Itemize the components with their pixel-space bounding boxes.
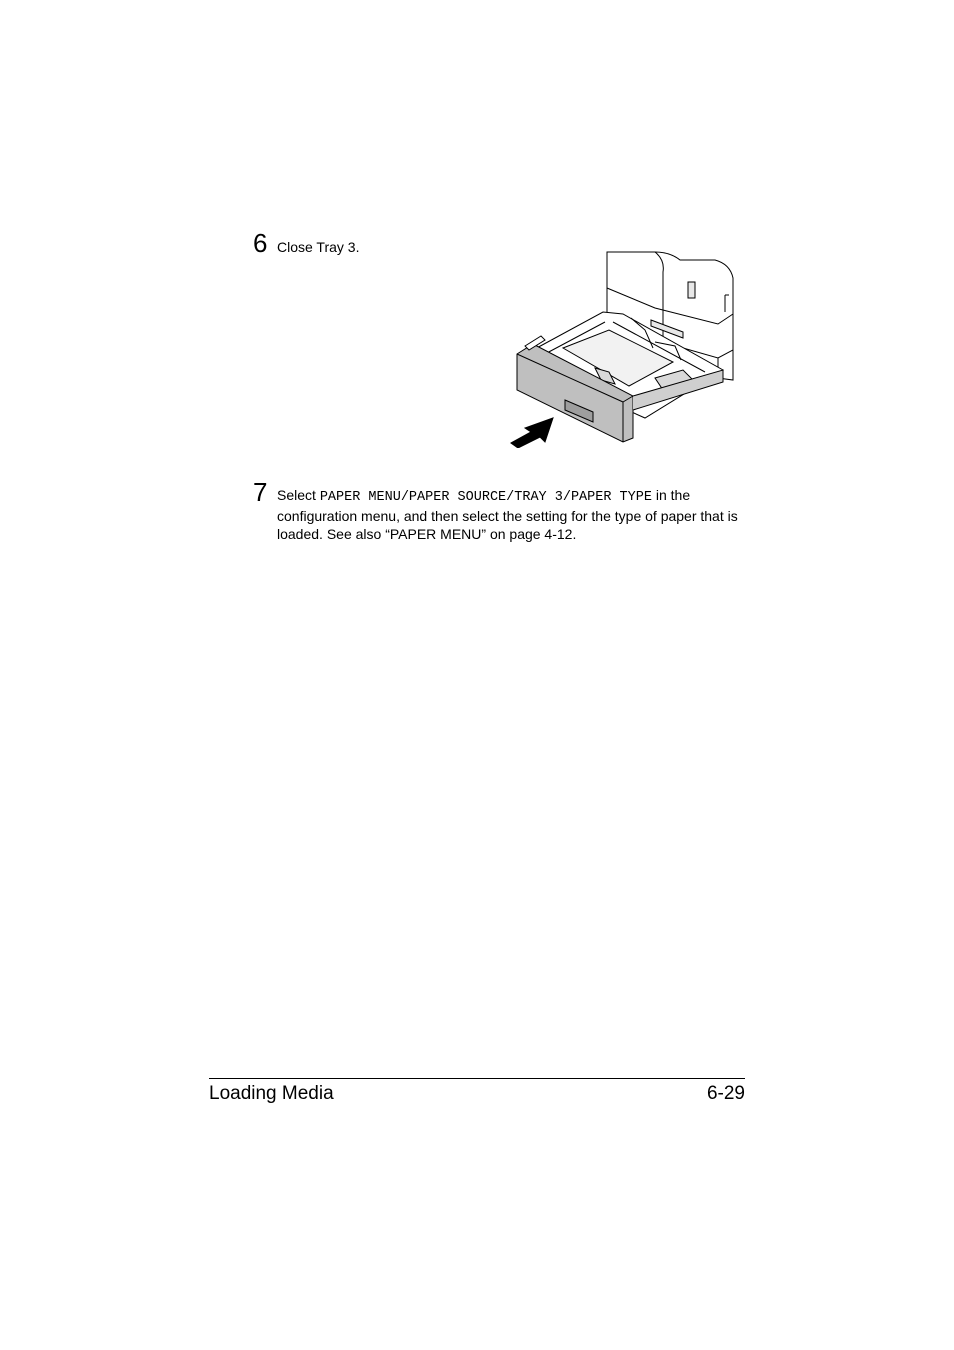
push-arrow-icon — [511, 418, 553, 448]
footer-page-number: 6-29 — [706, 1083, 745, 1104]
step-7-text-after: in the configuration menu, and then select the setting for the type of paper that is loaded. See also “PAPER MENU” on page 4-12. — [277, 487, 738, 542]
step-7-text-before: Select — [277, 487, 320, 503]
footer-section-title: Loading Media — [209, 1083, 334, 1104]
footer-divider — [209, 1078, 745, 1079]
menu-path: PAPER MENU/PAPER SOURCE/TRAY 3/PAPER TYPE — [319, 490, 652, 505]
step-6-instruction: Close Tray 3. — [277, 239, 360, 255]
tray-3-illustration — [505, 250, 740, 448]
step-7-number: 7 — [253, 477, 268, 507]
step-7-instruction — [277, 486, 739, 543]
step-6-number: 6 — [253, 228, 268, 258]
